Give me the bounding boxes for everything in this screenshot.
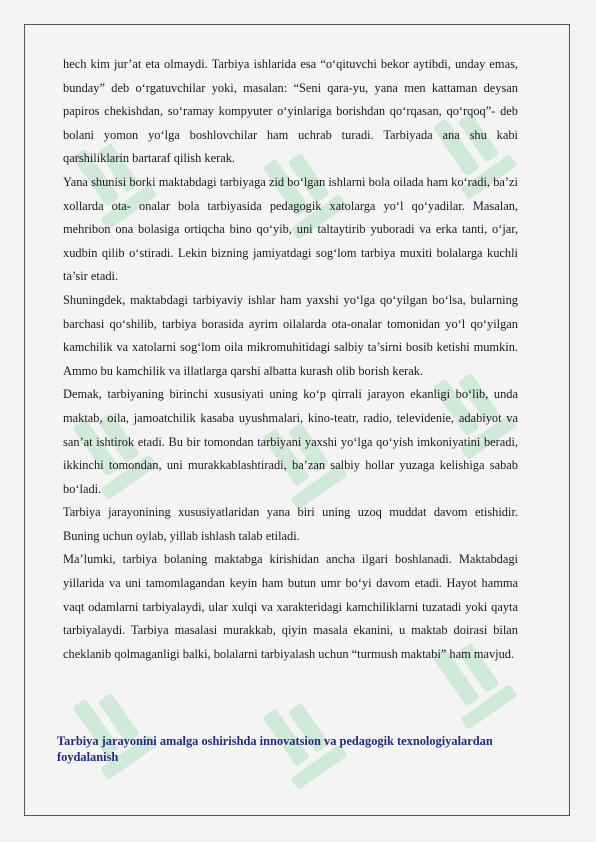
- paragraph-5: Tarbiya jarayonining xususiyatlaridan yana biri uning uzoq muddat davom etishidir. Buning uchun oylab, yillab ishlash talab etiladi.: [63, 505, 518, 543]
- paragraph-1: hech kim jur’at eta olmaydi. Tarbiya ishlarida esa “o‘qituvchi bekor aytibdi, unday emas, bunday” deb o‘rgatuvchilar yoki, masalan: “Seni qara-yu, yana men kattaman deysan papiros chekishdan, so‘ramay kompyuter o‘yinlariga borishdan qo‘rqasan, qo‘rqoq”- deb bolani yomon yo‘lga boshlovchilar ham uchrab turadi. Tarbiyada ana shu kabi qarshiliklarin bartaraf qilish kerak.: [63, 57, 518, 166]
- paragraph-2: Yana shunisi borki maktabdagi tarbiyaga zid bo‘lgan ishlarni bola oilada ham ko‘radi, ba’zi xollarda ota- onalar bola tarbiyasida pedagogik xatolarga yo‘l qo‘yadilar. Masalan, mehribon ona bolasiga ortiqcha bino qo‘yib, uni taltaytirib yuboradi va erka tanti, o‘jar, xudbin qilib o‘stiradi. Lekin bizning jamiyatdagi sog‘lom tarbiya muxiti bolalarga kuchli ta’sir etadi.: [63, 174, 518, 284]
- paragraph-3: Shuningdek, maktabdagi tarbiyaviy ishlar ham yaxshi yo‘lga qo‘yilgan bo‘lsa, bularning barchasi qo‘shilib, tarbiya borasida ayrim oilalarda ota-onalar tomonidan yo‘l qo‘yilgan kamchilik va xatolarni sog‘lom oila mikromuhitidagi salbiy ta’sirni bosib ketishi mumkin. Ammo bu kamchilik va illatlarga qarshi albatta kurash olib borish kerak.: [63, 292, 518, 378]
- paragraph-4: Demak, tarbiyaning birinchi xususiyati uning ko‘p qirrali jarayon ekanligi bo‘lib, unda maktab, oila, jamoatchilik kasaba uyushmalari, kino-teatr, radio, televidenie, adabiyot va san’at ishtirok etadi. Bu bir tomondan tarbiyani yaxshi yo‘lga qo‘yish imkoniyatini beradi, ikkinchi tomondan, uni murakkablashtiradi, ba’zan salbiy hollar yuzaga kelishiga sabab bo‘ladi.: [63, 387, 518, 496]
- section-heading: Tarbiya jarayonini amalga oshirishda innovatsion va pedagogik texnologiyalardan foydalanish: [57, 734, 493, 764]
- paragraph-6: Ma’lumki, tarbiya bolaning maktabga kirishidan ancha ilgari boshlanadi. Maktabdagi yillarida va uni tamomlagandan keyin ham butun umr bo‘yi davom etadi. Hayot hamma vaqt odamlarni tarbiyalaydi, ular xulqi va xarakteridagi kamchiliklarni tuzatadi yoki qayta tarbiyalaydi. Tarbiya masalasi murakkab, qiyin masala ekanini, u maktab doirasi bilan cheklanib qolmaganligi balki, bolalarni tarbiyalash uchun “turmush maktabi” ham mavjud.: [63, 552, 518, 661]
- body-text: [63, 53, 518, 666]
